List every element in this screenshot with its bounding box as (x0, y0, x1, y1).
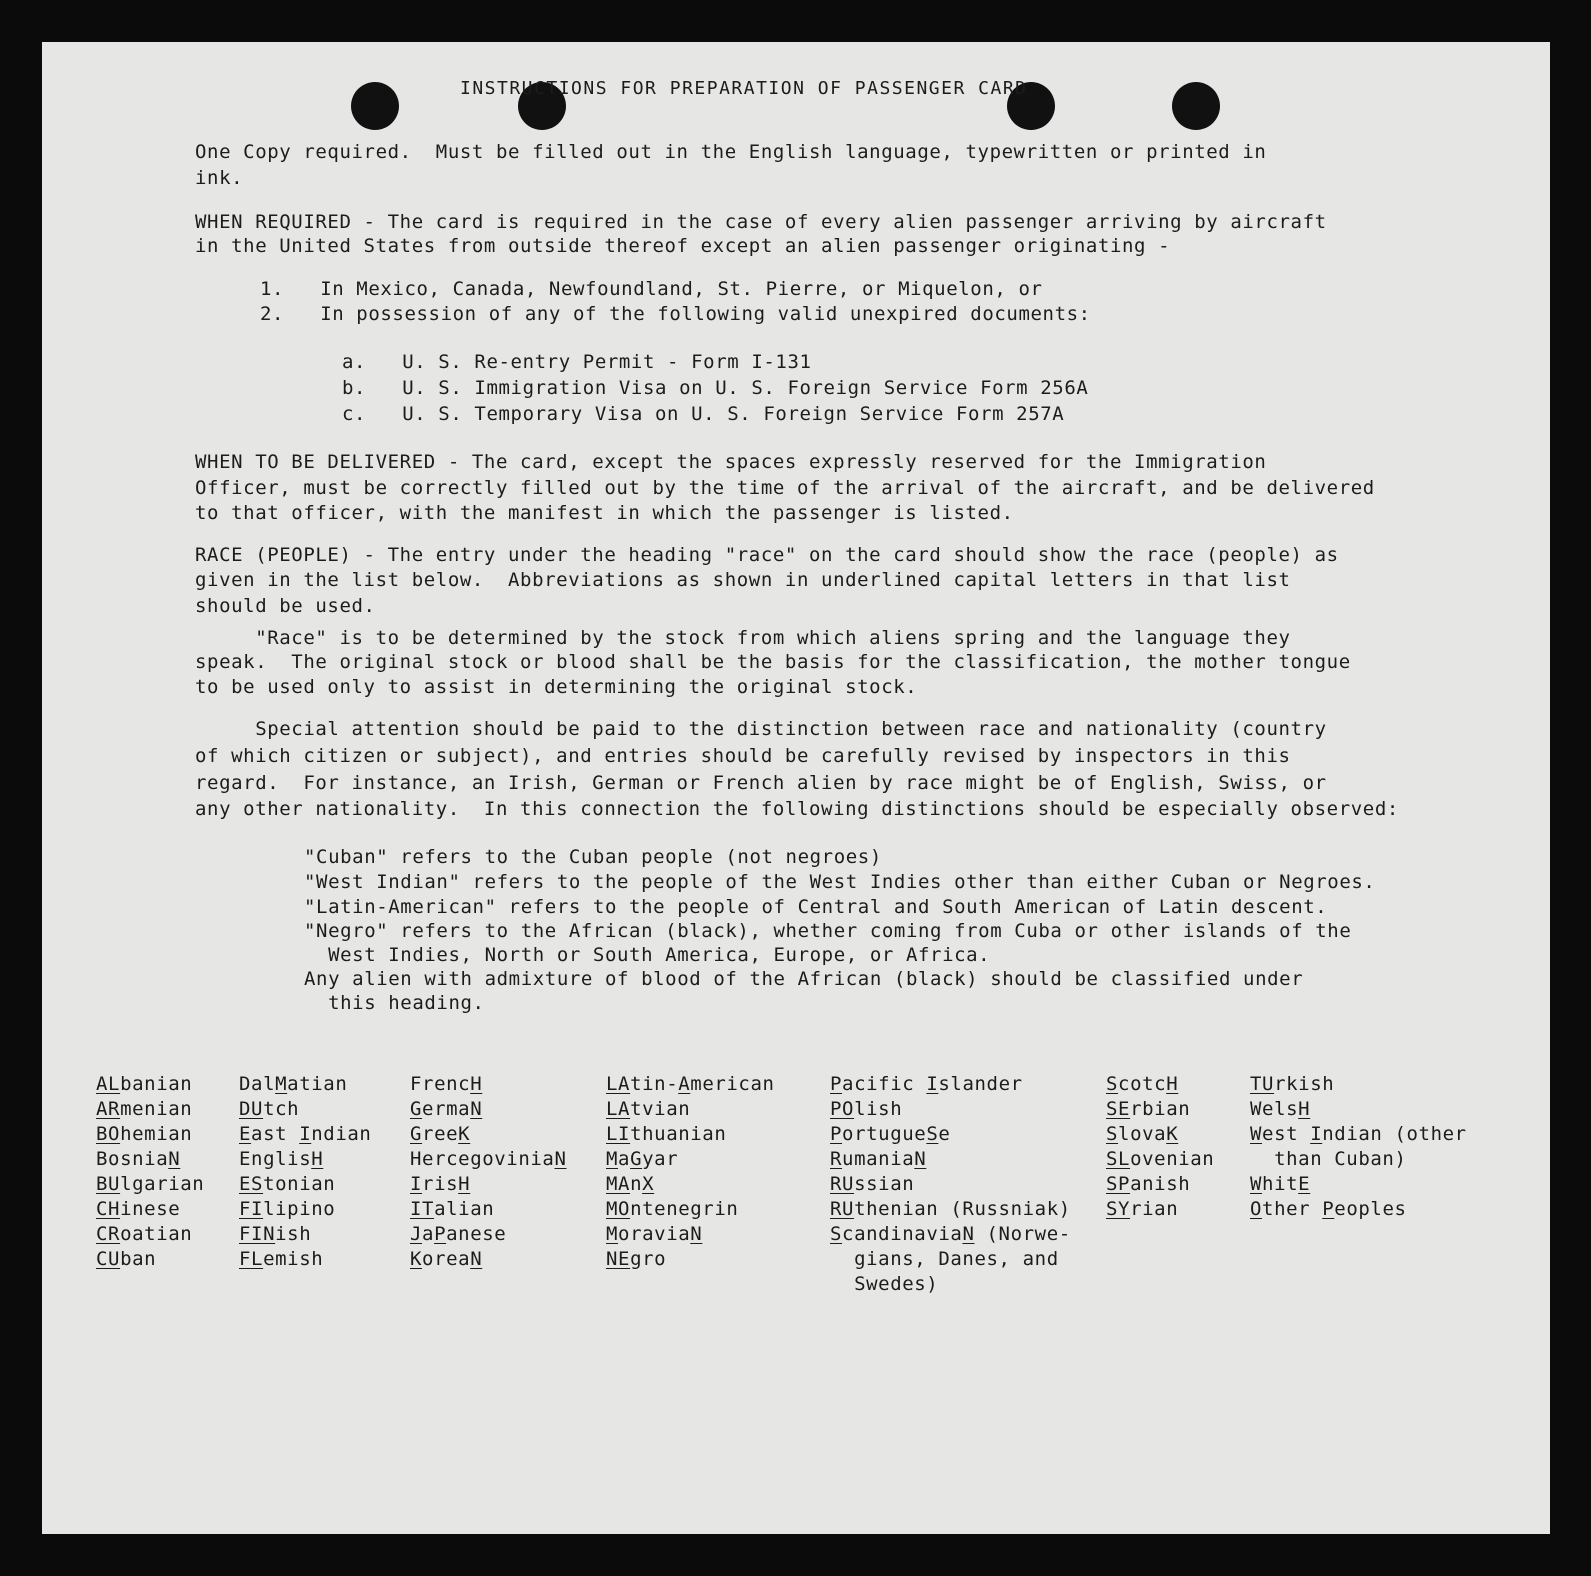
when-delivered-line: WHEN TO BE DELIVERED - The card, except the spaces expressly reserved for the Immigration (195, 451, 1267, 473)
race-list-item (410, 1197, 567, 1222)
race-definition-line: speak. The original stock or blood shall be the basis for the classification, the mother tongue (195, 651, 1351, 673)
race-abbreviation: H (470, 1073, 483, 1095)
race-name-part: anese (446, 1223, 507, 1245)
race-name-part: atian (287, 1073, 348, 1095)
race-abbreviation: RU (830, 1198, 855, 1220)
race-list-column (96, 1072, 204, 1272)
race-abbreviation: DU (239, 1098, 264, 1120)
race-name-part: tvian (630, 1098, 691, 1120)
race-name-part: candinavia (842, 1223, 963, 1245)
race-abbreviation: J (410, 1223, 423, 1245)
race-name-part: oravia (618, 1223, 691, 1245)
race-abbreviation: NE (606, 1248, 631, 1270)
race-name-part: ast (251, 1123, 300, 1145)
race-list-item (96, 1197, 204, 1222)
race-list-item (96, 1222, 204, 1247)
race-abbreviation: S (830, 1223, 843, 1245)
race-name-part: slander (938, 1073, 1023, 1095)
race-list-item (410, 1147, 567, 1172)
race-name-part: hit (1262, 1173, 1299, 1195)
race-name-part: Frenc (410, 1073, 471, 1095)
race-name-part: orea (422, 1248, 471, 1270)
race-abbreviation: PO (830, 1098, 855, 1120)
race-abbreviation: G (410, 1098, 423, 1120)
race-list-item (1106, 1172, 1214, 1197)
race-name-part: tonian (263, 1173, 336, 1195)
race-list-column (1106, 1072, 1214, 1222)
race-list-item (606, 1147, 775, 1172)
race-abbreviation: W (1250, 1123, 1263, 1145)
race-line: RACE (PEOPLE) - The entry under the heading "race" on the card should show the race (people) as (195, 544, 1339, 566)
race-abbreviation: N (962, 1223, 975, 1245)
race-name-part: ortugue (842, 1123, 927, 1145)
race-name-part: lipino (263, 1198, 336, 1220)
race-list-item (830, 1222, 1071, 1247)
intro-line: ink. (195, 167, 244, 189)
race-abbreviation: O (1250, 1198, 1263, 1220)
race-name-part: tin- (630, 1073, 679, 1095)
race-name-part: rian (1130, 1198, 1179, 1220)
race-list-item (830, 1147, 1071, 1172)
race-list-item (1106, 1072, 1214, 1097)
race-name-part: Bosnia (96, 1148, 169, 1170)
race-name-part: lish (854, 1098, 903, 1120)
race-name-part: ish (275, 1223, 312, 1245)
race-abbreviation: I (410, 1173, 423, 1195)
race-name-part: umania (842, 1148, 915, 1170)
page-title: INSTRUCTIONS FOR PREPARATION OF PASSENGER CARD (460, 78, 1028, 99)
race-list-item (410, 1172, 567, 1197)
race-abbreviation: K (410, 1248, 423, 1270)
race-list-item (96, 1072, 204, 1097)
race-abbreviation: MO (606, 1198, 631, 1220)
race-list-column (1250, 1072, 1467, 1222)
race-list-item (239, 1197, 371, 1222)
race-abbreviation: A (678, 1073, 691, 1095)
race-name-part: hemian (120, 1123, 193, 1145)
race-abbreviation: ES (239, 1173, 264, 1195)
race-list-item (96, 1122, 204, 1147)
race-name-part: a (422, 1223, 435, 1245)
race-name-part: gians, Danes, and (830, 1248, 1059, 1270)
when-required-line: in the United States from outside thereof except an alien passenger originating - (195, 235, 1171, 257)
race-name-part: thuanian (630, 1123, 727, 1145)
when-required-line: WHEN REQUIRED - The card is required in the case of every alien passenger arriving by aircraft (195, 211, 1327, 233)
race-list-item (830, 1122, 1071, 1147)
race-name-part: inese (120, 1198, 181, 1220)
race-abbreviation: E (239, 1123, 252, 1145)
race-name-part: ris (422, 1173, 459, 1195)
race-abbreviation: K (458, 1123, 471, 1145)
race-abbreviation: S (926, 1123, 939, 1145)
race-name-part: rbian (1130, 1098, 1191, 1120)
distinction-line: "Cuban" refers to the Cuban people (not negroes) (304, 846, 882, 868)
race-list-item (606, 1197, 775, 1222)
race-list-column (410, 1072, 567, 1272)
race-abbreviation: CU (96, 1248, 121, 1270)
race-list-item (606, 1172, 775, 1197)
race-name-part: ban (120, 1248, 157, 1270)
race-abbreviation: MA (606, 1173, 631, 1195)
race-name-part: oatian (120, 1223, 193, 1245)
race-name-part: ovenian (1130, 1148, 1215, 1170)
race-list-item (239, 1222, 371, 1247)
race-abbreviation: SL (1106, 1148, 1131, 1170)
distinction-line: "West Indian" refers to the people of the West Indies other than either Cuban or Negroes. (304, 871, 1376, 893)
race-abbreviation: CR (96, 1223, 121, 1245)
special-attention-line: Special attention should be paid to the distinction between race and nationality (country (195, 718, 1327, 740)
distinction-line: West Indies, North or South America, Europe, or Africa. (304, 944, 991, 966)
race-abbreviation: FL (239, 1248, 264, 1270)
race-name-part: lova (1118, 1123, 1167, 1145)
race-list-item (410, 1247, 567, 1272)
race-abbreviation: LI (606, 1123, 631, 1145)
race-list-item (830, 1197, 1071, 1222)
race-abbreviation: G (410, 1123, 423, 1145)
race-list-item (410, 1072, 567, 1097)
race-abbreviation: SY (1106, 1198, 1131, 1220)
distinction-line: this heading. (304, 992, 485, 1014)
race-abbreviation: M (275, 1073, 288, 1095)
race-abbreviation: FIN (239, 1223, 276, 1245)
race-list-item (606, 1247, 775, 1272)
race-abbreviation: N (914, 1148, 927, 1170)
race-abbreviation: P (830, 1073, 843, 1095)
race-abbreviation: I (299, 1123, 312, 1145)
race-abbreviation: P (434, 1223, 447, 1245)
race-name-part: Englis (239, 1148, 312, 1170)
race-list-item (239, 1122, 371, 1147)
race-name-part: n (630, 1173, 643, 1195)
race-name-part: emish (263, 1248, 324, 1270)
race-abbreviation: X (642, 1173, 655, 1195)
race-abbreviation: K (1166, 1123, 1179, 1145)
race-line: should be used. (195, 595, 376, 617)
race-abbreviation: SE (1106, 1098, 1131, 1120)
race-list-item (1106, 1122, 1214, 1147)
punch-hole (351, 82, 399, 130)
race-name-part: banian (120, 1073, 193, 1095)
race-list-item (606, 1122, 775, 1147)
race-list-column (606, 1072, 775, 1272)
race-list-item (239, 1147, 371, 1172)
race-abbreviation: I (1310, 1123, 1323, 1145)
race-name-part: a (618, 1148, 631, 1170)
race-abbreviation: P (1322, 1198, 1335, 1220)
race-abbreviation: E (1298, 1173, 1311, 1195)
race-name-part: eoples (1334, 1198, 1407, 1220)
document-item: c. U. S. Temporary Visa on U. S. Foreign Service Form 257A (342, 403, 1065, 425)
race-definition-line: to be used only to assist in determining the original stock. (195, 676, 918, 698)
race-list-item (239, 1172, 371, 1197)
race-name-part: ntenegrin (630, 1198, 739, 1220)
race-name-part: ndian (311, 1123, 372, 1145)
special-attention-line: regard. For instance, an Irish, German or French alien by race might be of English, Swiss, or (195, 772, 1327, 794)
race-line: given in the list below. Abbreviations as shown in underlined capital letters in that list (195, 569, 1291, 591)
race-list-item (96, 1097, 204, 1122)
special-attention-line: of which citizen or subject), and entries should be carefully revised by inspectors in this (195, 745, 1291, 767)
race-abbreviation: TU (1250, 1073, 1275, 1095)
distinction-line: "Latin-American" refers to the people of Central and South American of Latin descent. (304, 896, 1328, 918)
race-name-part: gro (630, 1248, 667, 1270)
race-name-part: lgarian (120, 1173, 205, 1195)
race-list-item (1250, 1122, 1467, 1147)
race-abbreviation: AL (96, 1073, 121, 1095)
distinction-line: Any alien with admixture of blood of the African (black) should be classified under (304, 968, 1304, 990)
race-list-item (1106, 1097, 1214, 1122)
race-list-item (1250, 1197, 1467, 1222)
race-abbreviation: M (606, 1148, 619, 1170)
race-abbreviation: FI (239, 1198, 264, 1220)
race-name-part: ssian (854, 1173, 915, 1195)
race-list-column (239, 1072, 371, 1272)
when-delivered-line: to that officer, with the manifest in which the passenger is listed. (195, 502, 1014, 524)
race-list-item (239, 1097, 371, 1122)
race-name-part: tch (263, 1098, 300, 1120)
race-abbreviation: S (1106, 1073, 1119, 1095)
when-required-item: 1. In Mexico, Canada, Newfoundland, St. Pierre, or Miquelon, or (260, 278, 1043, 300)
race-list-item (830, 1072, 1071, 1097)
race-abbreviation: BU (96, 1173, 121, 1195)
race-name-part: anish (1130, 1173, 1191, 1195)
race-abbreviation: CH (96, 1198, 121, 1220)
race-abbreviation: SP (1106, 1173, 1131, 1195)
race-abbreviation: N (690, 1223, 703, 1245)
race-list-item (96, 1147, 204, 1172)
when-delivered-line: Officer, must be correctly filled out by the time of the arrival of the aircraft, and be delivered (195, 477, 1375, 499)
race-list-item (830, 1272, 1071, 1297)
race-name-part: (Norwe- (974, 1223, 1071, 1245)
race-list-item (410, 1097, 567, 1122)
document-item: b. U. S. Immigration Visa on U. S. Foreign Service Form 256A (342, 377, 1089, 399)
race-name-part: than Cuban) (1250, 1148, 1407, 1170)
race-name-part: Dal (239, 1073, 276, 1095)
race-name-part: Hercegovinia (410, 1148, 555, 1170)
race-abbreviation: AR (96, 1098, 121, 1120)
race-list-item (410, 1122, 567, 1147)
race-abbreviation: P (830, 1123, 843, 1145)
intro-line: One Copy required. Must be filled out in the English language, typewritten or printed in (195, 141, 1267, 163)
race-abbreviation: W (1250, 1173, 1263, 1195)
race-name-part: yar (642, 1148, 679, 1170)
race-abbreviation: H (458, 1173, 471, 1195)
race-name-part: thenian (Russniak) (854, 1198, 1071, 1220)
special-attention-line: any other nationality. In this connection the following distinctions should be especially observed: (195, 798, 1399, 820)
race-list-item (606, 1097, 775, 1122)
document-item: a. U. S. Re-entry Permit - Form I-131 (342, 351, 812, 373)
race-list-item (1250, 1072, 1467, 1097)
race-name-part: merican (690, 1073, 775, 1095)
race-name-part: ndian (other (1322, 1123, 1467, 1145)
race-name-part: Swedes) (830, 1273, 939, 1295)
race-name-part: ther (1262, 1198, 1323, 1220)
race-abbreviation: N (554, 1148, 567, 1170)
race-abbreviation: R (830, 1148, 843, 1170)
race-name-part: acific (842, 1073, 927, 1095)
race-name-part: e (938, 1123, 951, 1145)
race-list-item (606, 1072, 775, 1097)
race-abbreviation: N (470, 1248, 483, 1270)
race-list-item (1250, 1147, 1467, 1172)
race-abbreviation: BO (96, 1123, 121, 1145)
race-list-item (1106, 1197, 1214, 1222)
race-list-item (830, 1097, 1071, 1122)
race-abbreviation: H (1166, 1073, 1179, 1095)
race-abbreviation: S (1106, 1123, 1119, 1145)
race-name-part: cotc (1118, 1073, 1167, 1095)
race-abbreviation: RU (830, 1173, 855, 1195)
race-definition-line: "Race" is to be determined by the stock from which aliens spring and the language they (195, 627, 1291, 649)
when-required-item: 2. In possession of any of the following valid unexpired documents: (260, 303, 1091, 325)
race-name-part: est (1262, 1123, 1311, 1145)
race-abbreviation: N (168, 1148, 181, 1170)
race-list-item (830, 1172, 1071, 1197)
race-list-item (96, 1247, 204, 1272)
race-list-item (1250, 1097, 1467, 1122)
race-list-item (239, 1247, 371, 1272)
race-name-part: Wels (1250, 1098, 1299, 1120)
race-abbreviation: LA (606, 1098, 631, 1120)
race-abbreviation: IT (410, 1198, 435, 1220)
race-name-part: rkish (1274, 1073, 1335, 1095)
race-abbreviation: LA (606, 1073, 631, 1095)
race-list-column (830, 1072, 1071, 1297)
race-list-item (606, 1222, 775, 1247)
race-abbreviation: I (926, 1073, 939, 1095)
race-name-part: erma (422, 1098, 471, 1120)
race-abbreviation: H (1298, 1098, 1311, 1120)
race-name-part: menian (120, 1098, 193, 1120)
race-name-part: alian (434, 1198, 495, 1220)
race-list-item (96, 1172, 204, 1197)
race-abbreviation: G (630, 1148, 643, 1170)
race-abbreviation: M (606, 1223, 619, 1245)
punch-hole (1172, 82, 1220, 130)
race-list-item (239, 1072, 371, 1097)
race-list-item (830, 1247, 1071, 1272)
distinction-line: "Negro" refers to the African (black), whether coming from Cuba or other islands of the (304, 920, 1352, 942)
race-list-item (1106, 1147, 1214, 1172)
race-list-item (1250, 1172, 1467, 1197)
race-abbreviation: H (311, 1148, 324, 1170)
race-list-item (410, 1222, 567, 1247)
race-name-part: ree (422, 1123, 459, 1145)
race-abbreviation: N (470, 1098, 483, 1120)
